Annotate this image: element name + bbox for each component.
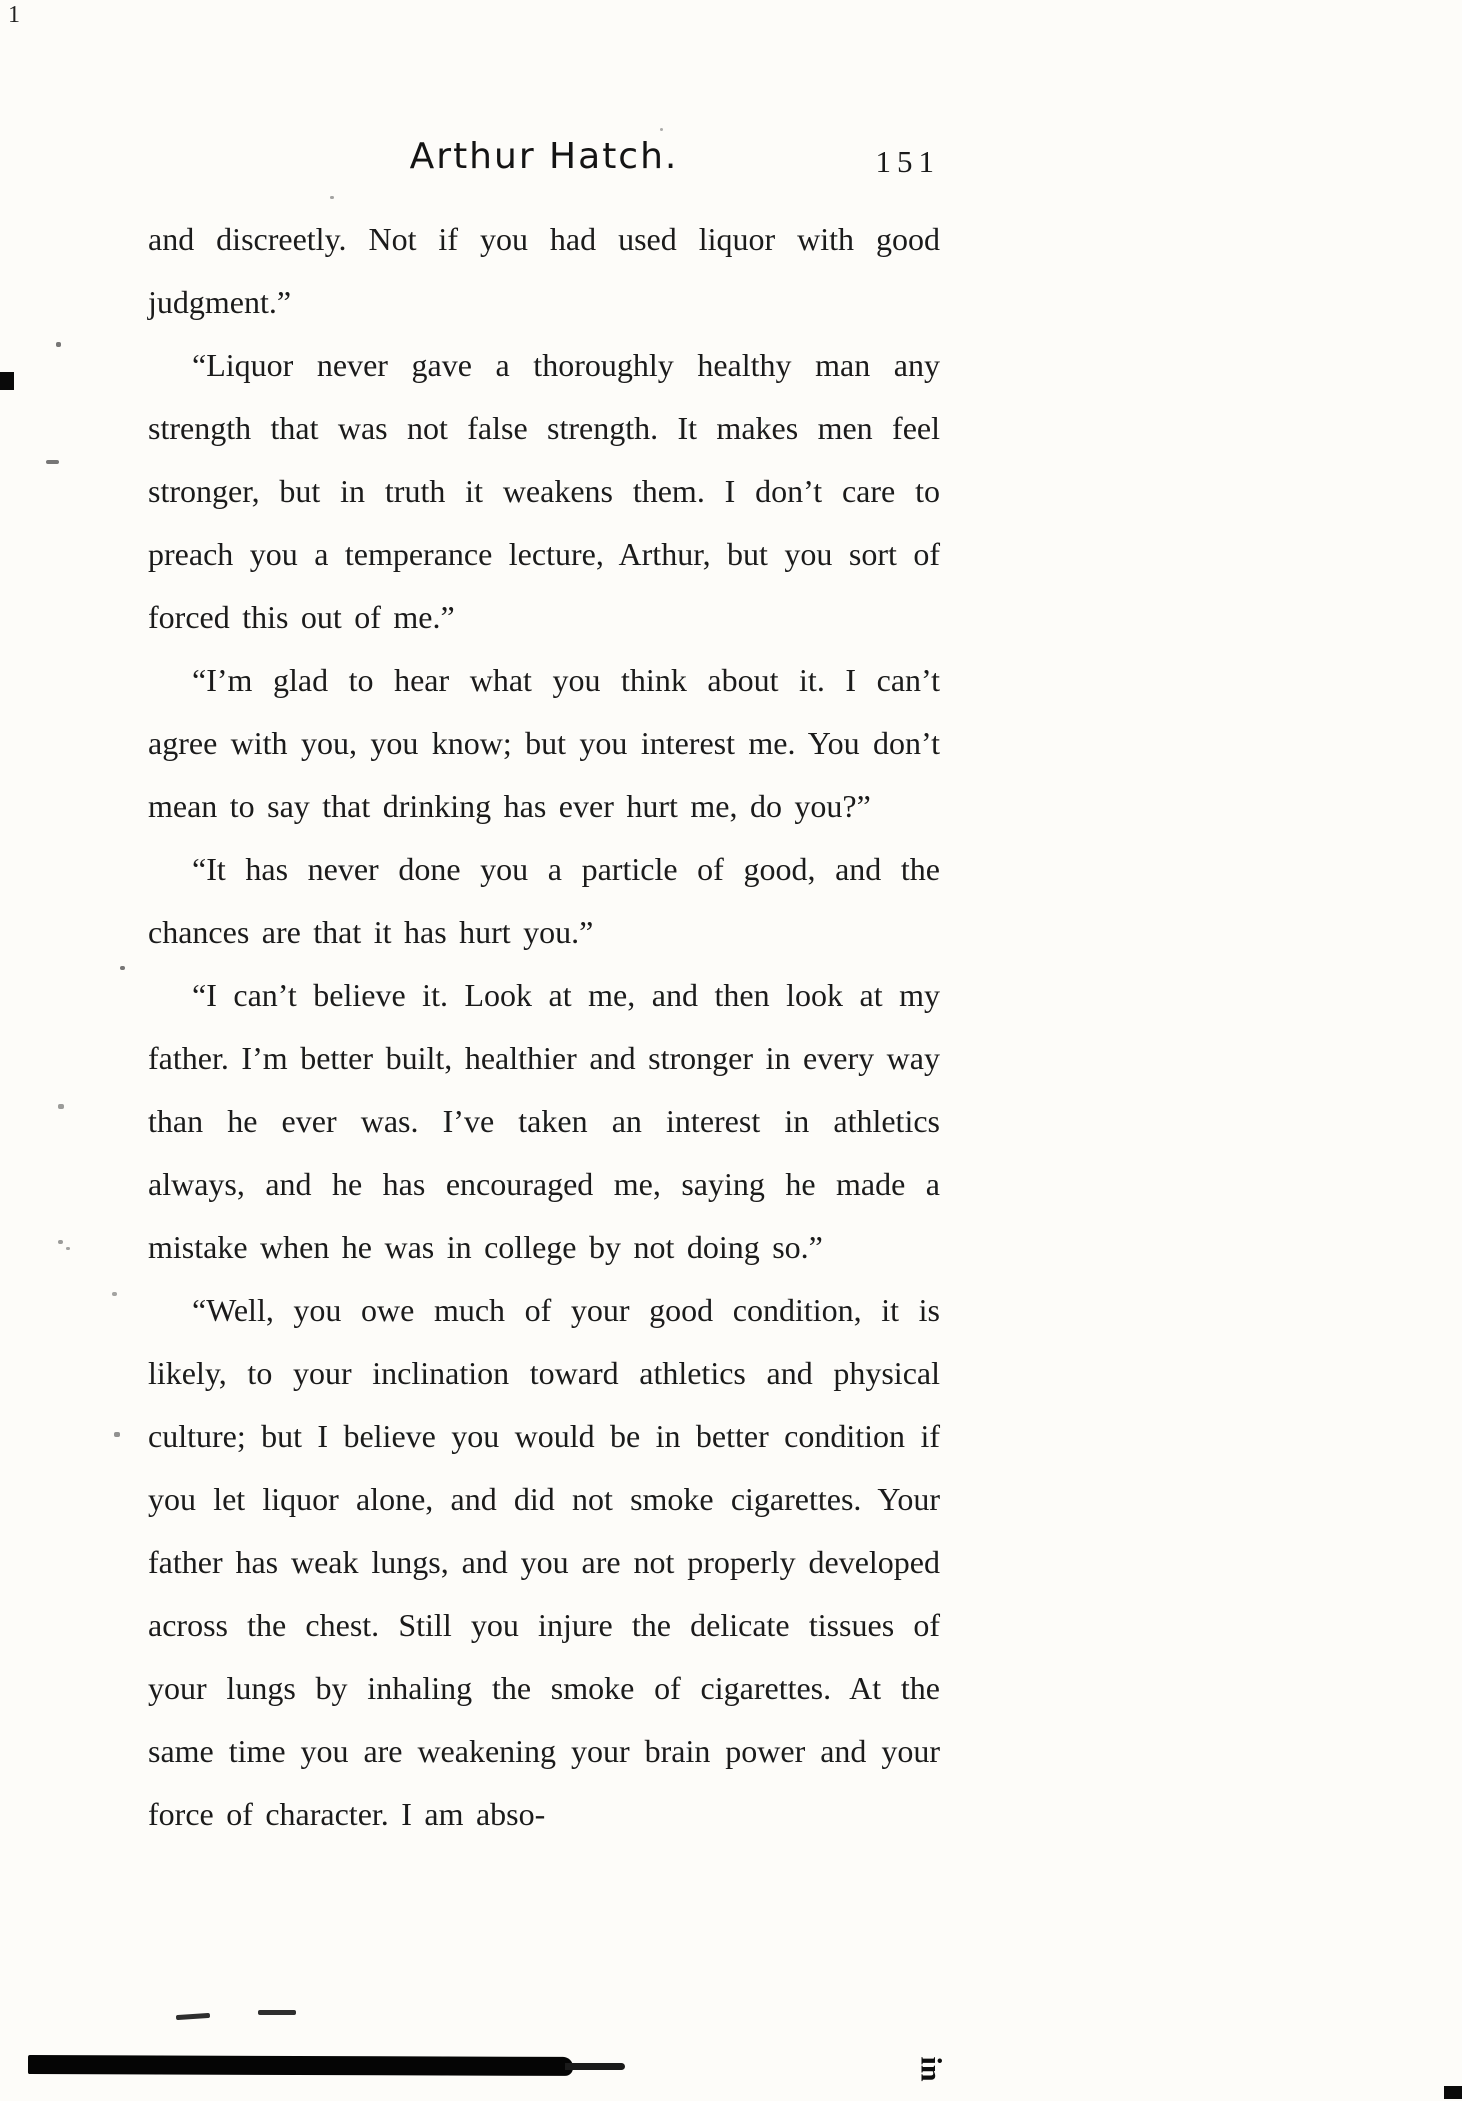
scan-dash <box>258 2010 296 2015</box>
scan-corner-mark: 1 <box>8 2 20 28</box>
paragraph: “Liquor never gave a thoroughly healthy man any strength that was not false strength. It makes men feel stronger, but in truth it weakens them. I don’t care to preach you a temperance lecture, Arthur, but you sort of forced this out of me.” <box>148 347 940 635</box>
scan-bottom-bar <box>28 2055 573 2076</box>
paragraph: and discreetly. Not if you had used liquor with good judgment.” <box>148 221 940 320</box>
scan-speck <box>114 1432 120 1437</box>
scan-dash <box>176 2013 210 2020</box>
paragraph: “I’m glad to hear what you think about it. I can’t agree with you, you know; but you interest me. You don’t mean to say that drinking has ever hurt me, do you?” <box>148 662 940 824</box>
scan-speck <box>120 966 125 970</box>
scan-speck <box>112 1292 117 1296</box>
scan-speck <box>58 1104 64 1109</box>
paragraph: “I can’t believe it. Look at me, and then look at my father. I’m better built, healthier and stronger in every way than he ever was. I’ve taken an interest in athletics always, and he has encouraged me, saying he made a mistake when he was in college by not doing so.” <box>148 977 940 1265</box>
paragraph: “It has never done you a particle of good, and the chances are that it has hurt you.” <box>148 851 940 950</box>
page-number: 151 <box>875 144 940 179</box>
page-header <box>148 136 940 196</box>
scan-speck <box>330 196 334 199</box>
scan-speck <box>56 342 61 347</box>
running-title: Arthur Hatch. <box>409 136 679 177</box>
scan-speck <box>66 1247 70 1250</box>
scan-speck <box>660 128 663 131</box>
scan-rotated-mark: in <box>914 2056 948 2082</box>
page-text <box>148 208 940 1846</box>
scan-speck <box>58 1240 63 1244</box>
scan-edge-strip <box>0 372 14 390</box>
scan-bottom-bar-tail <box>565 2063 625 2070</box>
scan-corner-bar <box>1444 2086 1462 2099</box>
paragraph: “Well, you owe much of your good condition, it is likely, to your inclination toward athletics and physical culture; but I believe you would be in better condition if you let liquor alone, and did not smoke cigarettes. Your father has weak lungs, and you are not properly developed across the chest. Still you injure the delicate tissues of your lungs by inhaling the smoke of cigarettes. At the same time you are weakening your brain power and your force of character. I am abso- <box>148 1292 940 1832</box>
scan-speck <box>46 460 59 464</box>
